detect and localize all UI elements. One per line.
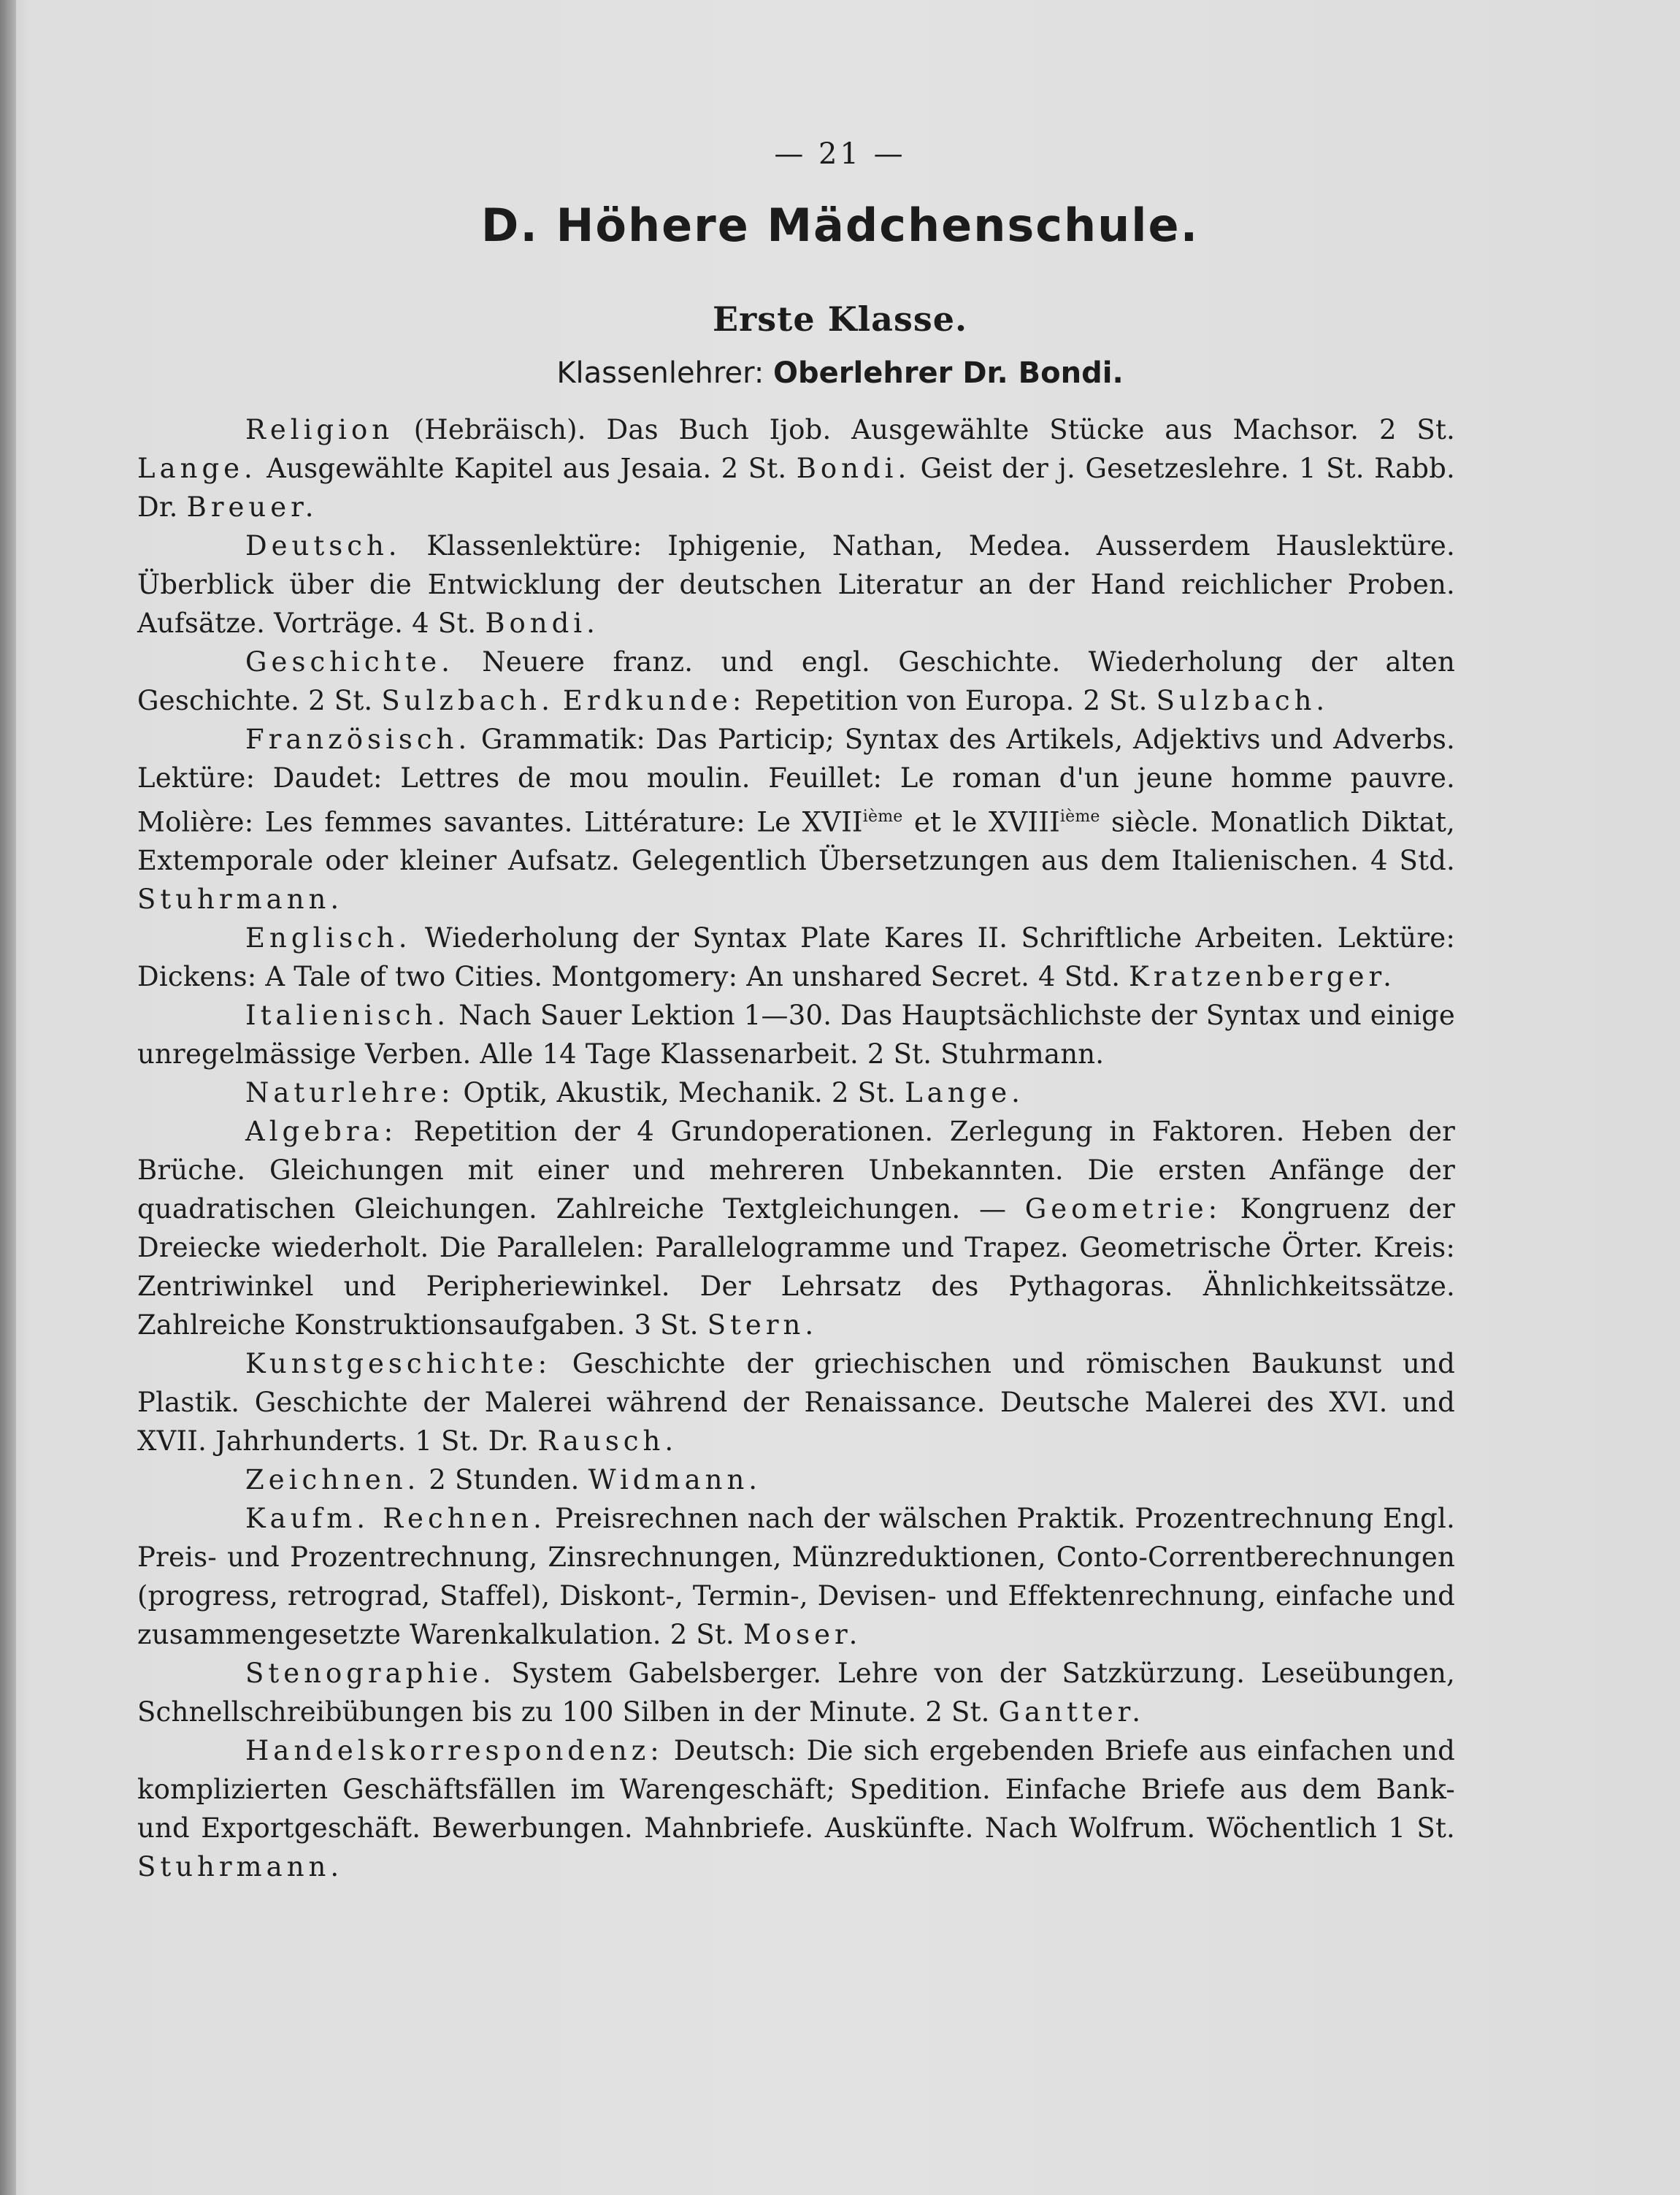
subject-paragraph — [137, 1073, 1455, 1112]
spaced-emphasis-text: Geometrie: — [1024, 1193, 1222, 1225]
subject-paragraph — [137, 1731, 1455, 1886]
subject-paragraph — [137, 410, 1455, 526]
spaced-emphasis-text: Naturlehre: — [245, 1077, 455, 1109]
paragraph-text: Neuere franz. und engl. Geschichte. Wiederholung der alten Geschichte. 2 St. — [137, 646, 1455, 716]
spaced-emphasis-text: Erdkunde: — [562, 685, 746, 716]
spaced-emphasis-text: Religion — [245, 414, 394, 445]
subject-paragraph — [137, 526, 1455, 643]
paragraph-text: System Gabelsberger. Lehre von der Satzkürzung. Leseübungen, Schnellschreibübungen bis zu 100 Silben in der Minute. 2 St. — [137, 1658, 1455, 1728]
spaced-emphasis-text: Zeichnen. — [245, 1464, 421, 1496]
paragraph-text: Geschichte der griechischen und römischen Baukunst und Plastik. Geschichte der Malerei während der Renaissance. Deutsche Malerei des XVI. und XVII. Jahrhunderts. 1 St. Dr. — [137, 1348, 1455, 1457]
subject-paragraph — [137, 1112, 1455, 1344]
spaced-emphasis-text: Lange. — [137, 453, 257, 484]
superscript-text: ième — [1059, 808, 1100, 826]
paragraph-text: 2 Stunden. — [420, 1464, 588, 1496]
spaced-emphasis-text: Stenographie. — [245, 1658, 496, 1690]
spaced-emphasis-text: Kunstgeschichte: — [245, 1348, 552, 1380]
spaced-emphasis-text: Sulzbach. — [1156, 685, 1330, 716]
spaced-emphasis-text: Lange. — [905, 1077, 1024, 1109]
spaced-emphasis-text: Bondi. — [796, 453, 911, 484]
subject-paragraph — [137, 1499, 1455, 1654]
spaced-emphasis-text: Rausch. — [537, 1425, 678, 1457]
subject-paragraph — [137, 720, 1455, 919]
spaced-emphasis-text: Italienisch. — [245, 1000, 450, 1032]
spaced-emphasis-text: Breuer. — [186, 491, 318, 523]
spaced-emphasis-text: Deutsch. — [245, 530, 402, 562]
spaced-emphasis-text: Stuhrmann. — [137, 884, 344, 916]
paragraph-text: Klassenlektüre: Iphigenie, Nathan, Medea. Ausserdem Hauslektüre. Überblick über die Entwicklung der deutschen Literatur an der Hand reichlicher Proben. Aufsätze. Vorträge. 4 St. — [137, 530, 1455, 639]
paragraph-text: Preisrechnen nach der wälschen Praktik. Prozentrechnung Engl. Preis- und Prozentrechnung, Zinsrechnungen, Münzreduktionen, Conto-Correntberechnungen (progress, retrograd, Staffel), Diskont-, Termin-, Devisen- und Effektenrechnung, einfache und zusammengesetzte Warenkalkulation. 2 St. — [137, 1503, 1455, 1651]
paragraph-text: Nach Sauer Lektion 1—30. Das Hauptsächlichste der Syntax und einige unregelmässige Verben. Alle 14 Tage Klassenarbeit. 2 St. Stuhrmann. — [137, 1000, 1455, 1070]
page-number: — 21 — — [774, 137, 906, 171]
section-title: D. Höhere Mädchenschule. — [480, 199, 1200, 252]
class-title: Erste Klasse. — [712, 299, 968, 339]
spaced-emphasis-text: Gantter. — [998, 1696, 1146, 1728]
spaced-emphasis-text: Stern. — [707, 1309, 818, 1341]
class-teacher-name: Oberlehrer Dr. Bondi. — [773, 356, 1124, 390]
spaced-emphasis-text: Stuhrmann. — [137, 1851, 344, 1883]
subject-paragraph — [137, 1344, 1455, 1460]
paragraph-text: et le XVIII — [902, 806, 1060, 838]
paragraph-text: (Hebräisch). Das Buch Ijob. Ausgewählte Stücke aus Machsor. 2 St. — [394, 414, 1455, 445]
paragraph-text — [554, 685, 563, 716]
paragraph-text: Wiederholung der Syntax Plate Kares II. Schriftliche Arbeiten. Lektüre: Dickens: A Tale of two Cities. Montgomery: An unshared Secret. 4 Std. — [137, 922, 1455, 993]
paragraph-text: Geist der j. Gesetzeslehre. 1 St. Rabb. Dr. — [137, 453, 1455, 523]
paragraph-text: Grammatik: Das Particip; Syntax des Artikels, Adjektivs und Adverbs. Lektüre: Daudet: Lettres de mou moulin. Feuillet: Le roman d'un jeune homme pauvre. Molière: Les femmes savantes. Littérature: Le XVII — [137, 724, 1455, 838]
paragraph-text: siècle. Monatlich Diktat, Extemporale oder kleiner Aufsatz. Gelegentlich Übersetzungen aus dem Italienischen. 4 Std. — [137, 806, 1456, 877]
class-teacher-line — [0, 356, 1680, 390]
paragraph-text: Ausgewählte Kapitel aus Jesaia. 2 St. — [256, 453, 797, 484]
spaced-emphasis-text: Sulzbach. — [381, 685, 554, 716]
spaced-emphasis-text: Englisch. — [245, 922, 412, 954]
spaced-emphasis-text: Widmann. — [588, 1464, 762, 1496]
superscript-text: ième — [862, 808, 903, 826]
spaced-emphasis-text: Französisch. — [245, 724, 472, 755]
paragraph-text: Kongruenz der Dreiecke wiederholt. Die Parallelen: Parallelogramme und Trapez. Geometrische Örter. Kreis: Zentriwinkel und Peripheriewinkel. Der Lehrsatz des Pythagoras. Ähnlichkeitssätze. Zahlreiche Konstruktionsaufgaben. 3 St. — [137, 1193, 1455, 1341]
paragraph-text: Repetition der 4 Grundoperationen. Zerlegung in Faktoren. Heben der Brüche. Gleichungen mit einer und mehreren Unbekannten. Die ersten Anfänge der quadratischen Gleichungen. Zahlreiche Textgleichungen. — — [137, 1116, 1455, 1225]
subject-paragraph — [137, 643, 1455, 720]
subject-paragraph — [137, 996, 1455, 1073]
spaced-emphasis-text: Kratzenberger. — [1129, 961, 1396, 993]
paragraph-text: Optik, Akustik, Mechanik. 2 St. — [454, 1077, 905, 1109]
spaced-emphasis-text: Moser. — [743, 1619, 862, 1651]
spaced-emphasis-text: Algebra: — [245, 1116, 398, 1148]
spaced-emphasis-text: Kaufm. Rechnen. — [245, 1503, 546, 1535]
subject-paragraph — [137, 1460, 1455, 1499]
subject-paragraph — [137, 919, 1455, 996]
curriculum-body — [137, 410, 1455, 1886]
paragraph-text: Deutsch: Die sich ergebenden Briefe aus einfachen und komplizierten Geschäftsfällen im Warengeschäft; Spedition. Einfache Briefe aus dem Bank- und Exportgeschäft. Bewerbungen. Mahnbriefe. Auskünfte. Nach Wolfrum. Wöchentlich 1 St. — [137, 1735, 1455, 1845]
spaced-emphasis-text: Handelskorrespondenz: — [245, 1735, 664, 1767]
spaced-emphasis-text: Bondi. — [485, 608, 599, 639]
class-teacher-label: Klassenlehrer: — [556, 356, 764, 390]
spaced-emphasis-text: Geschichte. — [245, 646, 454, 678]
subject-paragraph — [137, 1654, 1455, 1731]
paragraph-text: Repetition von Europa. 2 St. — [745, 685, 1157, 716]
